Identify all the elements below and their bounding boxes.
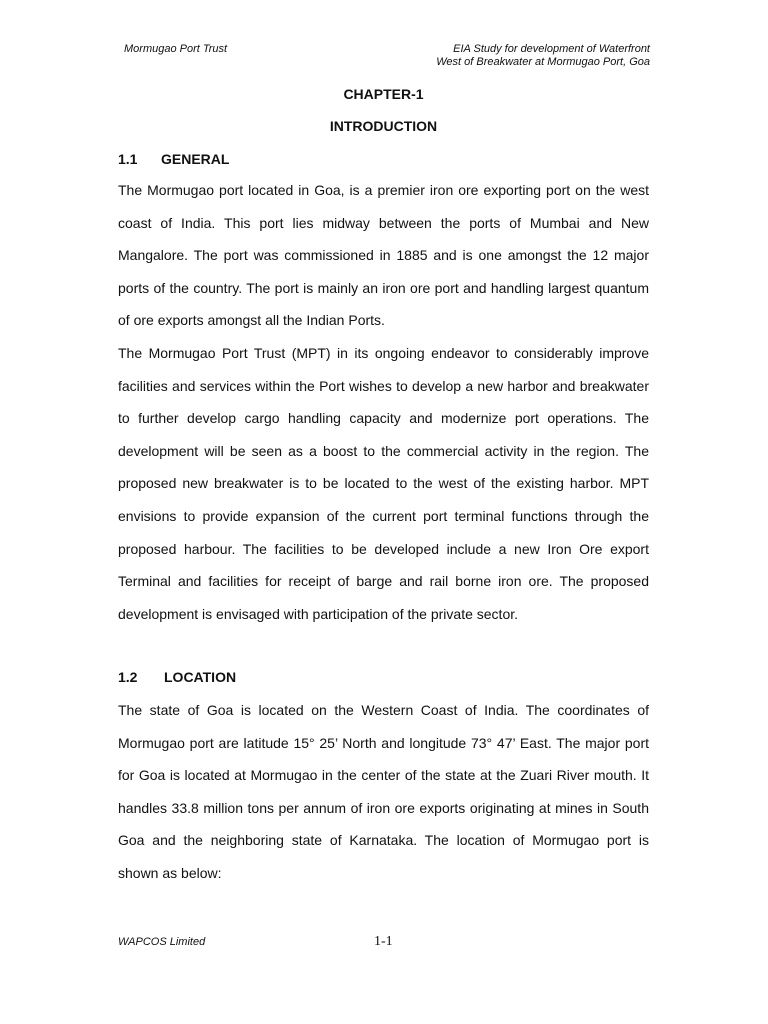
paragraph-general-2	[118, 337, 649, 630]
paragraph-general-1	[118, 174, 649, 337]
text-line: Goa and the neighboring state of Karnataka. The location of Mormugao port is	[118, 832, 649, 849]
text-line: proposed new breakwater is to be located to the west of the existing harbor. MPT	[118, 475, 649, 492]
text-line: Terminal and facilities for receipt of barge and rail borne iron ore. The proposed	[118, 573, 649, 590]
footer-company: WAPCOS Limited	[118, 936, 206, 948]
text-line: development will be seen as a boost to the commercial activity in the region. The	[118, 442, 649, 459]
text-line: facilities and services within the Port wishes to develop a new harbor and breakwater	[118, 377, 649, 394]
text-line: Mormugao port are latitude 15° 25’ North and longitude 73° 47’ East. The major port	[118, 734, 649, 751]
text-line: of ore exports amongst all the Indian Ports.	[118, 312, 385, 329]
paragraph-location-1	[118, 694, 649, 890]
header-study-title-line2: West of Breakwater at Mormugao Port, Goa	[436, 56, 650, 68]
section-number: 1.1	[118, 151, 138, 167]
header-study-title	[436, 43, 650, 69]
text-line: coast of India. This port lies midway between the ports of Mumbai and New	[118, 214, 649, 231]
chapter-title: INTRODUCTION	[329, 118, 438, 134]
section-number: 1.2	[118, 669, 138, 685]
section-heading-location	[118, 669, 236, 685]
text-line: envisions to provide expansion of the current port terminal functions through the	[118, 507, 649, 524]
text-line: The state of Goa is located on the Western Coast of India. The coordinates of	[118, 702, 649, 718]
chapter-label: CHAPTER-1	[343, 86, 424, 102]
text-line: to further develop cargo handling capacity and modernize port operations. The	[118, 410, 649, 427]
section-heading-general	[118, 151, 229, 167]
header-study-title-line1: EIA Study for development of Waterfront	[453, 43, 650, 55]
text-line: for Goa is located at Mormugao in the center of the state at the Zuari River mouth. It	[118, 767, 649, 784]
text-line: development is envisaged with participation of the private sector.	[118, 605, 519, 622]
text-line: ports of the country. The port is mainly an iron ore port and handling largest quantum	[118, 279, 649, 296]
section-title: GENERAL	[161, 151, 230, 167]
text-line: The Mormugao Port Trust (MPT) in its ongoing endeavor to considerably improve	[118, 345, 649, 361]
text-line: Mangalore. The port was commissioned in 1885 and is one amongst the 12 major	[118, 247, 649, 264]
page-number: 1-1	[374, 934, 393, 949]
text-line: proposed harbour. The facilities to be developed include a new Iron Ore export	[118, 540, 649, 557]
text-line: handles 33.8 million tons per annum of iron ore exports originating at mines in South	[118, 799, 649, 816]
header-organization: Mormugao Port Trust	[124, 43, 228, 55]
section-title: LOCATION	[164, 669, 237, 685]
text-line: The Mormugao port located in Goa, is a premier iron ore exporting port on the west	[118, 182, 649, 198]
text-line: shown as below:	[118, 864, 222, 881]
